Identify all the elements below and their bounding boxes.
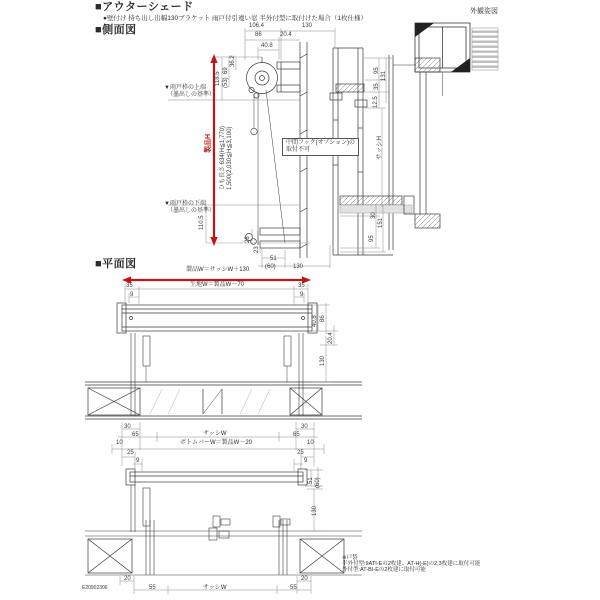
upper-reference-label: ▼雨戸枠の上端 [164, 85, 206, 91]
dim-label: 130 [293, 264, 304, 270]
dim-label: (60) [315, 477, 321, 488]
cord-length-label: ひも長さ 634(H≦1,770) [220, 125, 226, 190]
dim-label: 9 [136, 458, 140, 464]
lower-reference-label2: （墨出しの基準） [167, 208, 216, 214]
sash-height-label: サッシH [376, 135, 383, 160]
page-title: ■アウターシェード [95, 1, 194, 13]
footnote-line1: ※戸袋 [342, 555, 358, 561]
plan-view-section-title: ■平面図 [95, 258, 137, 270]
dim-label: 110.5 [199, 215, 205, 230]
dim-label: 9 [304, 458, 308, 464]
mid-hook-note-box [282, 138, 359, 156]
dim-label: 35 [374, 83, 380, 90]
dim-label: 65 [132, 432, 139, 438]
lower-reference-label: ▼雨戸枠の下端 [164, 201, 206, 207]
appearance-figure-label: 外観姿図 [470, 8, 498, 15]
dim-label: 20.4 [280, 32, 292, 38]
upper-reference-label2: （墨出しの基準） [167, 92, 216, 98]
dim-label: 130 [312, 505, 318, 516]
sash-width-label2: サッシW [203, 585, 227, 591]
dim-label: 51 [308, 477, 314, 484]
dim-label: 106.4 [249, 23, 265, 29]
dim-label: (53) [223, 77, 229, 88]
dim-label: 69 [223, 67, 229, 74]
plan-view-linework [85, 303, 362, 575]
footnote-line2: 半外付型:9ATI-Eの2枚建、AT-H(-E)の2,3枚建に取付可能 [342, 561, 481, 567]
drawing-code: E20902306 [82, 585, 108, 591]
mid-hook-note-line1: 中間フック(オプション)の [286, 140, 356, 146]
dim-label: 95 [374, 67, 380, 74]
dim-label: 30 [124, 424, 131, 430]
dim-label: 20 [301, 576, 308, 582]
dim-label: 20 [124, 576, 131, 582]
dim-label: (60) [265, 264, 276, 270]
dim-label: 9 [300, 292, 304, 298]
dim-label: 30 [301, 424, 308, 430]
bottom-bar-width-label: ボトムバーW＝製品W－20 [180, 440, 253, 446]
dim-label: 130 [320, 355, 326, 366]
dim-label: 86 [255, 32, 262, 38]
dim-label: 95 [369, 235, 375, 242]
cord-length-label2: 1,500(2,030≦H≦3,100) [227, 126, 233, 190]
dim-label: 30 [371, 212, 377, 219]
dim-label: 55 [149, 585, 156, 591]
sash-width-label: サッシW [203, 431, 227, 437]
dim-label: 36.2 [230, 55, 236, 67]
dim-label: 131 [381, 70, 387, 81]
mid-hook-note-line2: 取付不可 [286, 147, 311, 154]
dim-label: 51 [270, 256, 277, 262]
product-width-label: 製品W＝サッシW＋130 [186, 267, 250, 273]
dim-label: 118.5 [215, 71, 221, 86]
dim-label: 10 [116, 440, 123, 446]
dim-label: 12.5 [373, 96, 379, 108]
dim-label: 40.8 [312, 315, 318, 327]
dim-label: 23 [254, 246, 260, 253]
dim-label: 40.8 [261, 43, 273, 49]
dim-label: 55 [290, 585, 297, 591]
dim-label: 130 [302, 23, 313, 29]
dim-label: 35 [126, 283, 133, 289]
dim-label: 65 [293, 432, 300, 438]
dim-label: 20.4 [328, 332, 334, 344]
dim-label: 10 [307, 440, 314, 446]
footnote-line3: 外付型:AT-BI-Eの2枚建に取付可能 [342, 567, 426, 573]
fabric-width-label: 生地W＝製品W－70 [190, 282, 245, 288]
dim-label: 35 [298, 283, 305, 289]
dim-label: 151 [378, 217, 384, 228]
dim-label: 9 [130, 292, 134, 298]
dim-label: 25 [127, 450, 134, 456]
dim-label: 25 [297, 450, 304, 456]
side-view-section-title: ■側面図 [95, 24, 137, 36]
dim-label: 86 [320, 315, 326, 322]
product-height-label: 製品H [205, 133, 212, 153]
dim-label: 28 [245, 236, 251, 243]
page-subtitle: ●壁付け 持ち出し出幅130ブラケット 雨戸付引違い窓 半外付型に取付けた場合（1枚仕様） [103, 15, 367, 22]
